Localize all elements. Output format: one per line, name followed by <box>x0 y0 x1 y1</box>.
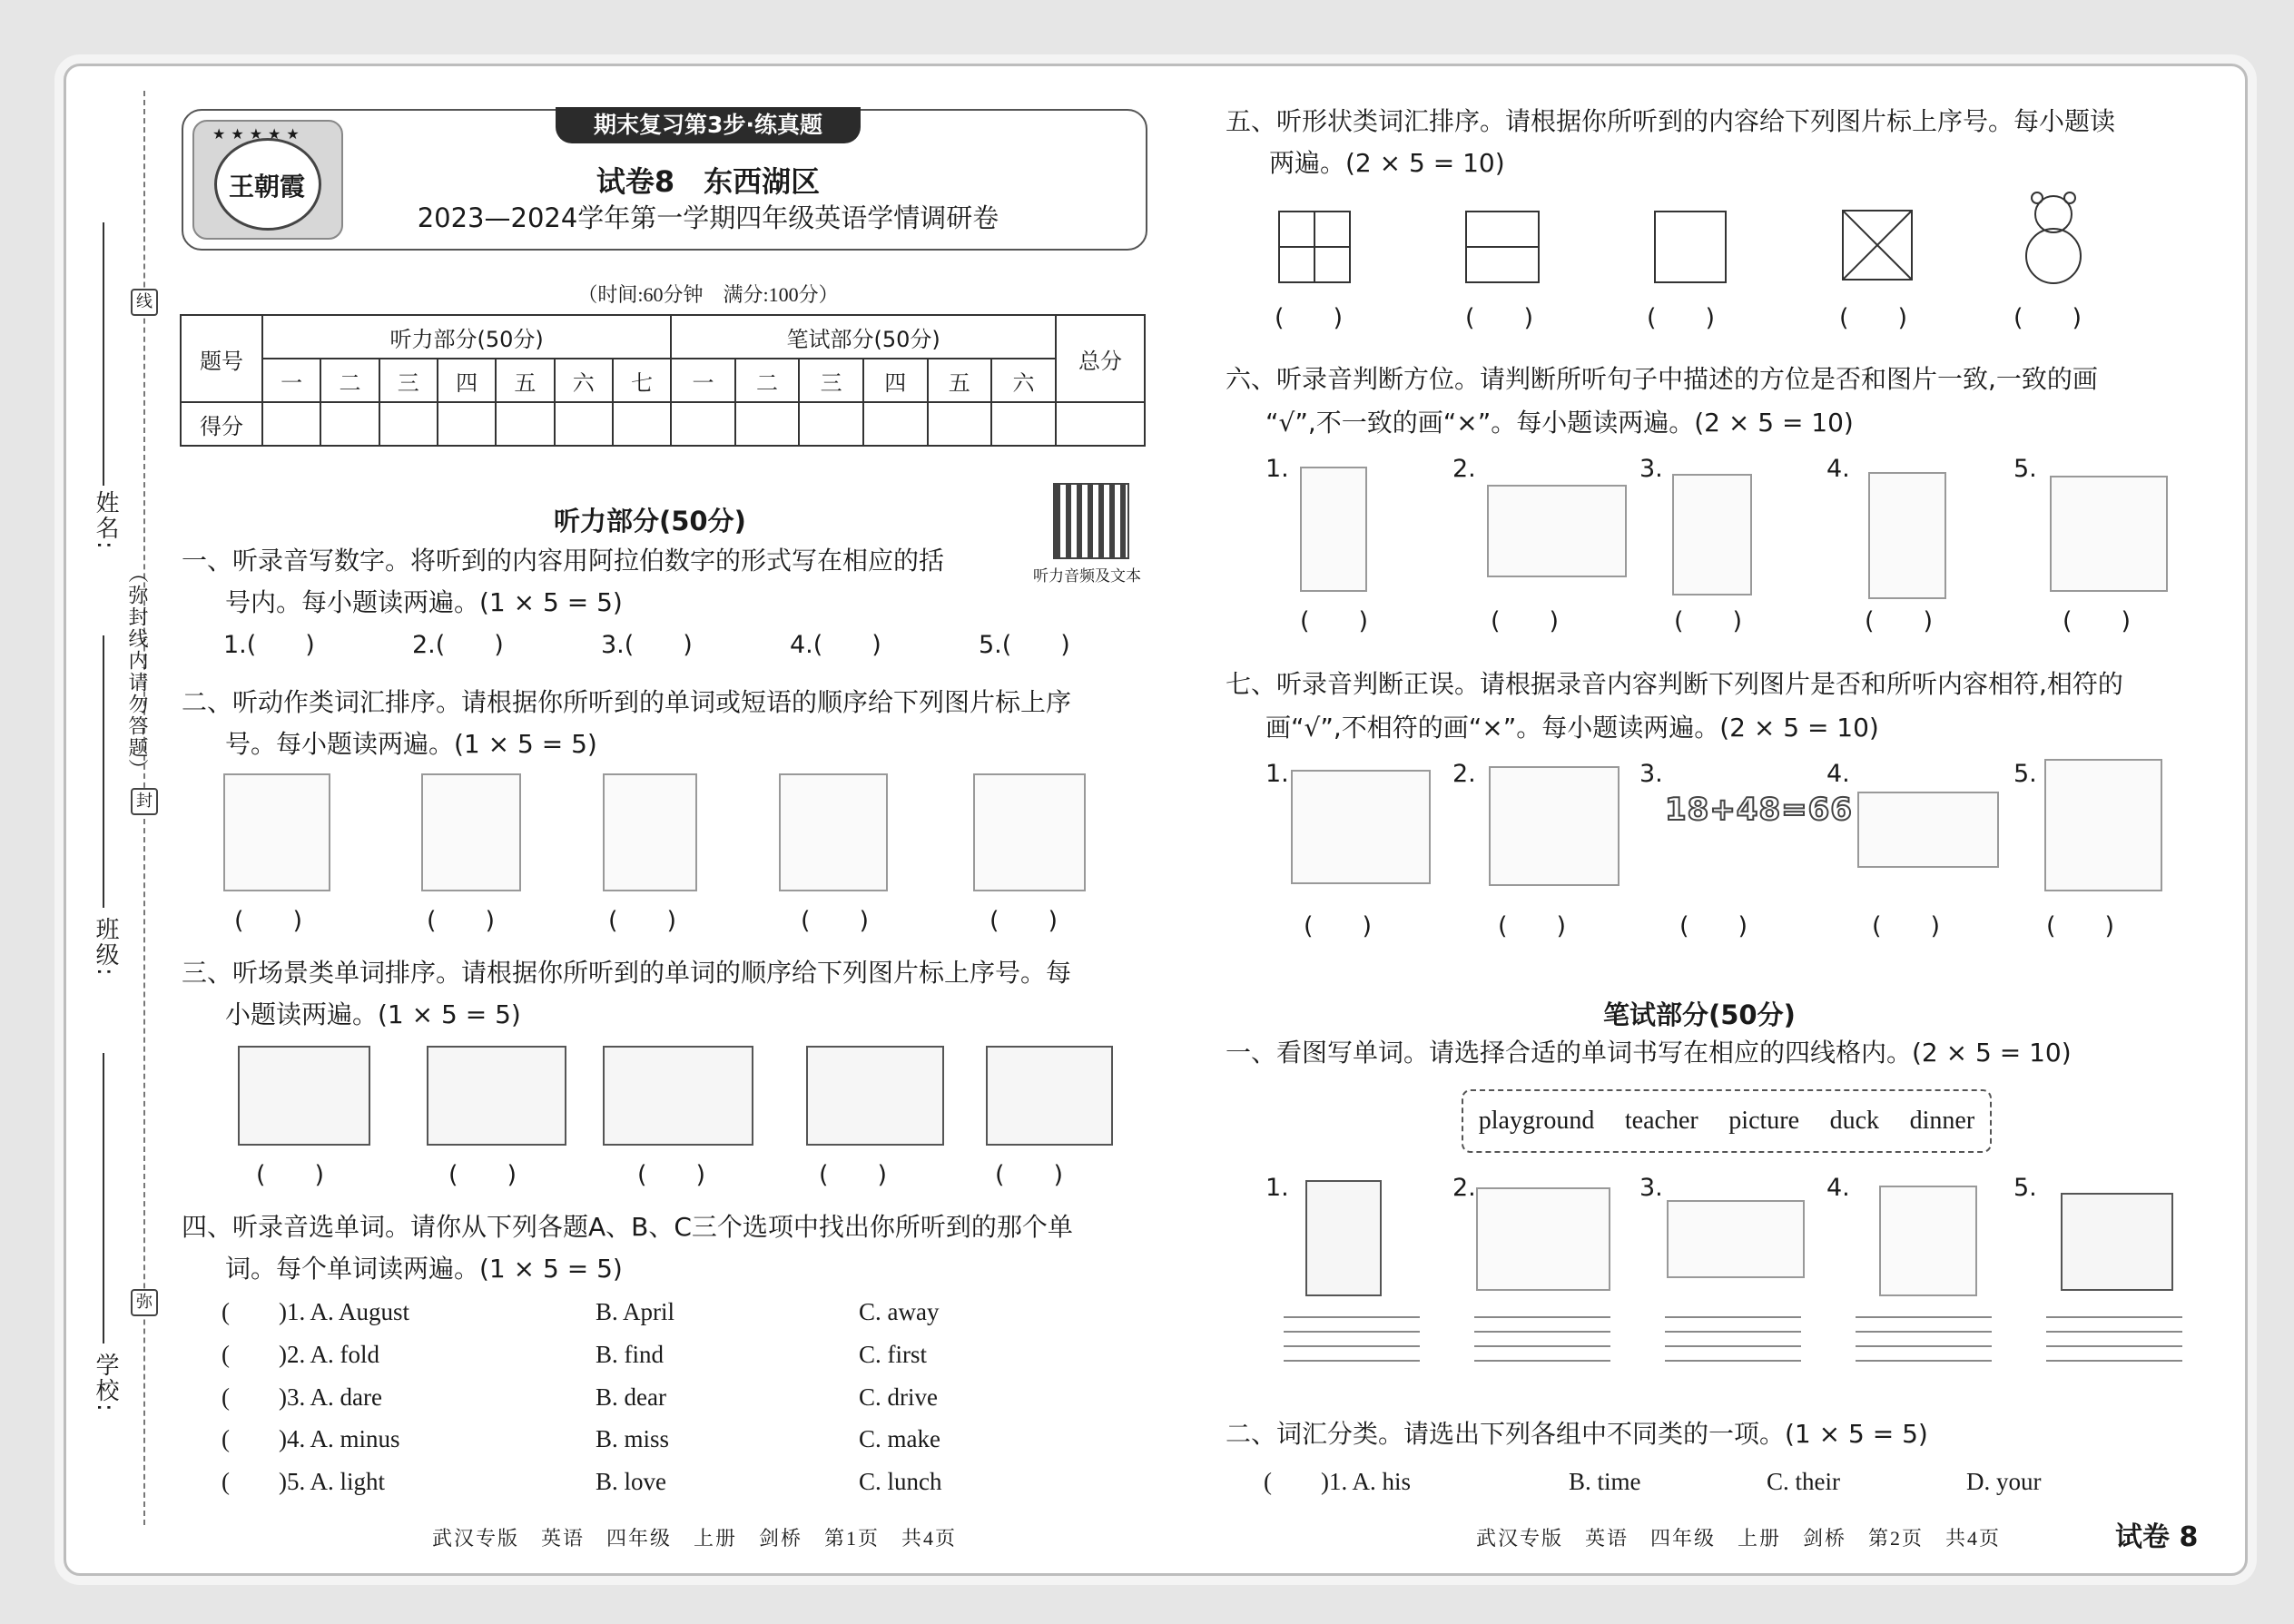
score-cell[interactable] <box>379 402 438 446</box>
q6-picture-chair-ball <box>1672 474 1752 595</box>
listening-heading: 听力部分(50分) <box>554 506 746 536</box>
w1-title: 一、看图写单词。请选择合适的单词书写在相应的四线格内。(2 × 5 = 10) <box>1226 1038 2072 1068</box>
seal-mi: 弥 <box>131 1289 158 1316</box>
q2-answer-2[interactable]: ( ) <box>427 907 496 935</box>
class-blank[interactable] <box>103 635 104 908</box>
q7-num-3: 3. <box>1639 760 1663 788</box>
q5-title-line2: 两遍。(2 × 5 = 10) <box>1269 148 1505 178</box>
score-cell[interactable] <box>555 402 613 446</box>
q2-answer-3[interactable]: ( ) <box>608 907 677 935</box>
score-num: 二 <box>320 359 379 402</box>
q4-row-4-a[interactable]: ( )4. A. minus <box>222 1425 400 1452</box>
score-cell[interactable] <box>438 402 496 446</box>
w2-title: 二、词汇分类。请选出下列各组中不同类的一项。(1 × 5 = 5) <box>1226 1419 1928 1449</box>
score-num: 五 <box>928 359 992 402</box>
logo <box>192 120 343 240</box>
q1-item-3[interactable]: 3.( ) <box>601 631 693 659</box>
w1-num-4: 4. <box>1826 1174 1850 1202</box>
w1-picture-teacher <box>1305 1180 1382 1296</box>
w1-num-5: 5. <box>2013 1174 2037 1202</box>
q2-picture-4 <box>779 773 888 891</box>
q7-answer-1[interactable]: ( ) <box>1304 912 1373 940</box>
q6-num-2: 2. <box>1452 455 1476 483</box>
q5-answer-2[interactable]: ( ) <box>1465 304 1534 332</box>
q4-row-5-b: B. love <box>596 1468 666 1495</box>
q5-answer-5[interactable]: ( ) <box>2013 304 2082 332</box>
w1-writing-lines-1[interactable] <box>1284 1316 1420 1374</box>
q1-title-line2: 号内。每小题读两遍。(1 × 5 = 5) <box>225 587 623 617</box>
q2-answer-4[interactable]: ( ) <box>801 907 870 935</box>
score-listening-head: 听力部分(50分) <box>262 315 671 359</box>
q1-title-line1: 一、听录音写数字。将听到的内容用阿拉伯数字的形式写在相应的括 <box>182 546 945 576</box>
w1-num-2: 2. <box>1452 1174 1476 1202</box>
q4-row-3-a[interactable]: ( )3. A. dare <box>222 1383 382 1411</box>
square-crossed-icon <box>1841 209 1915 283</box>
w1-writing-lines-2[interactable] <box>1474 1316 1610 1374</box>
seal-xian: 线 <box>131 289 158 316</box>
q3-answer-1[interactable]: ( ) <box>256 1161 325 1189</box>
score-table <box>180 314 1146 447</box>
word-bank-item: dinner <box>1909 1107 1975 1135</box>
q4-row-1-a[interactable]: ( )1. A. August <box>222 1298 410 1325</box>
q4-title-line2: 词。每个单词读两遍。(1 × 5 = 5) <box>225 1254 623 1284</box>
q4-row-1-c: C. away <box>859 1298 940 1325</box>
star-icon: ★★★★★ <box>212 125 305 143</box>
q2-title-line2: 号。每小题读两遍。(1 × 5 = 5) <box>225 729 597 759</box>
banner <box>556 107 861 143</box>
q2-picture-5 <box>973 773 1086 891</box>
qr-code-icon <box>1053 483 1129 559</box>
q3-answer-4[interactable]: ( ) <box>819 1161 888 1189</box>
word-bank <box>1462 1089 1992 1153</box>
q2-picture-1 <box>223 773 330 891</box>
q7-picture-family <box>2044 759 2162 891</box>
score-cell[interactable] <box>613 402 671 446</box>
q4-title-line1: 四、听录音选单词。请你从下列各题A、B、C三个选项中找出你所听到的那个单 <box>182 1212 1073 1242</box>
w1-num-3: 3. <box>1639 1174 1663 1202</box>
score-cell[interactable] <box>671 402 735 446</box>
word-bank-item: duck <box>1829 1107 1880 1135</box>
footer-right: 武汉专版 英语 四年级 上册 剑桥 第2页 共4页 <box>1476 1527 2002 1550</box>
q1-item-4[interactable]: 4.( ) <box>790 631 881 659</box>
q4-row-3-c: C. drive <box>859 1383 938 1411</box>
q7-answer-3[interactable]: ( ) <box>1679 912 1748 940</box>
circles-figure-icon <box>2017 191 2090 285</box>
name-label: 姓名: <box>92 490 119 551</box>
banner-text: 期末复习第3步·练真题 <box>594 112 822 138</box>
score-num: 一 <box>671 359 735 402</box>
w1-picture-duck <box>1879 1186 1977 1296</box>
square-quarters-icon <box>1278 211 1351 283</box>
q7-picture-crowd <box>1857 792 1999 868</box>
q7-answer-4[interactable]: ( ) <box>1872 912 1941 940</box>
w2-row-1-a[interactable]: ( )1. A. his <box>1264 1468 1411 1495</box>
q7-picture-cooking <box>1489 766 1620 886</box>
q1-item-2[interactable]: 2.( ) <box>412 631 504 659</box>
score-cell[interactable] <box>320 402 379 446</box>
word-bank-item: teacher <box>1624 1107 1698 1135</box>
q6-answer-4[interactable]: ( ) <box>1865 607 1934 635</box>
q4-row-2-c: C. first <box>859 1341 928 1368</box>
q4-row-2-b: B. find <box>596 1341 665 1368</box>
score-num: 三 <box>379 359 438 402</box>
score-num: 四 <box>438 359 496 402</box>
score-cell[interactable] <box>262 402 320 446</box>
score-num: 一 <box>262 359 320 402</box>
school-label: 学校: <box>92 1353 119 1413</box>
q6-num-5: 5. <box>2013 455 2037 483</box>
word-bank-item: picture <box>1728 1107 1800 1135</box>
q3-picture-building <box>427 1046 566 1146</box>
score-cell[interactable] <box>735 402 800 446</box>
q2-answer-1[interactable]: ( ) <box>234 907 303 935</box>
q2-picture-3 <box>603 773 697 891</box>
footer-left: 武汉专版 英语 四年级 上册 剑桥 第1页 共4页 <box>432 1527 958 1550</box>
q2-picture-2 <box>421 773 521 891</box>
q3-picture-playground <box>986 1046 1113 1146</box>
score-row-label: 得分 <box>181 402 262 446</box>
q2-title-line1: 二、听动作类词汇排序。请根据你所听到的单词或短语的顺序给下列图片标上序 <box>182 687 1072 717</box>
q1-item-5[interactable]: 5.( ) <box>979 631 1070 659</box>
score-total: 总分 <box>1056 315 1145 402</box>
score-cell[interactable] <box>1056 402 1145 446</box>
q3-answer-5[interactable]: ( ) <box>995 1161 1064 1189</box>
q6-picture-table <box>2050 476 2168 592</box>
q6-answer-2[interactable]: ( ) <box>1491 607 1560 635</box>
w1-writing-lines-3[interactable] <box>1665 1316 1801 1374</box>
q7-num-1: 1. <box>1265 760 1289 788</box>
paper-badge: 试卷 8 <box>2115 1521 2199 1553</box>
q7-num-2: 2. <box>1452 760 1476 788</box>
q6-title-line1: 六、听录音判断方位。请判断所听句子中描述的方位是否和图片一致,一致的画 <box>1226 364 2098 394</box>
q7-title-line1: 七、听录音判断正误。请根据录音内容判断下列图片是否和所听内容相符,相符的 <box>1226 669 2123 699</box>
q1-item-1[interactable]: 1.( ) <box>223 631 315 659</box>
q7-title-line2: 画“√”,不相符的画“×”。每小题读两遍。(2 × 5 = 10) <box>1265 713 1879 743</box>
w2-row-1-d: D. your <box>1966 1468 2042 1495</box>
q6-num-3: 3. <box>1639 455 1663 483</box>
q6-answer-5[interactable]: ( ) <box>2063 607 2132 635</box>
word-bank-item: playground <box>1478 1107 1595 1135</box>
q4-row-1-b: B. April <box>596 1298 675 1325</box>
q5-answer-1[interactable]: ( ) <box>1275 304 1344 332</box>
score-num: 四 <box>863 359 928 402</box>
score-cell[interactable] <box>863 402 928 446</box>
q7-num-5: 5. <box>2013 760 2037 788</box>
w2-row-1-b: B. time <box>1569 1468 1641 1495</box>
q4-row-4-b: B. miss <box>596 1425 670 1452</box>
score-cell[interactable] <box>991 402 1056 446</box>
q5-answer-4[interactable]: ( ) <box>1839 304 1908 332</box>
score-writing-head: 笔试部分(50分) <box>671 315 1056 359</box>
q3-answer-3[interactable]: ( ) <box>637 1161 706 1189</box>
divider <box>1280 246 1349 248</box>
seal-feng: 封 <box>131 788 158 815</box>
name-blank[interactable] <box>103 222 104 486</box>
score-num: 六 <box>991 359 1056 402</box>
score-num: 三 <box>799 359 863 402</box>
q3-title-line2: 小题读两遍。(1 × 5 = 5) <box>225 999 521 1029</box>
w1-writing-lines-5[interactable] <box>2046 1316 2182 1374</box>
q6-num-1: 1. <box>1265 455 1289 483</box>
score-cell[interactable] <box>799 402 863 446</box>
binding-note: （弥封线内请勿答题） <box>125 563 148 781</box>
q3-picture-canteen <box>806 1046 944 1146</box>
q6-picture-door <box>1868 472 1946 599</box>
q6-num-4: 4. <box>1826 455 1850 483</box>
q5-answer-3[interactable]: ( ) <box>1647 304 1716 332</box>
paper-title: 试卷8 东西湖区 <box>596 164 821 199</box>
q4-row-2-a[interactable]: ( )2. A. fold <box>222 1341 379 1368</box>
q3-answer-2[interactable]: ( ) <box>448 1161 517 1189</box>
logo-text: 王朝霞 <box>228 173 305 202</box>
w1-picture-picture <box>2061 1193 2173 1291</box>
w2-row-1-c: C. their <box>1767 1468 1840 1495</box>
q7-answer-2[interactable]: ( ) <box>1498 912 1567 940</box>
q2-answer-5[interactable]: ( ) <box>989 907 1058 935</box>
time-score: （时间:60分钟 满分:100分） <box>577 283 839 306</box>
q7-answer-5[interactable]: ( ) <box>2046 912 2115 940</box>
square-icon <box>1654 211 1727 283</box>
w1-num-1: 1. <box>1265 1174 1289 1202</box>
q4-row-3-b: B. dear <box>596 1383 666 1411</box>
w1-picture-dinner <box>1476 1187 1610 1291</box>
w1-picture-playground <box>1667 1200 1805 1278</box>
score-num: 六 <box>555 359 613 402</box>
school-blank[interactable] <box>103 1053 104 1343</box>
score-num: 二 <box>735 359 800 402</box>
score-cell[interactable] <box>928 402 992 446</box>
score-num: 五 <box>496 359 554 402</box>
q6-title-line2: “√”,不一致的画“×”。每小题读两遍。(2 × 5 = 10) <box>1265 408 1854 438</box>
q3-picture-stage <box>238 1046 370 1146</box>
q3-title-line1: 三、听场景类单词排序。请根据你所听到的单词的顺序给下列图片标上序号。每 <box>182 958 1072 988</box>
divider <box>1467 246 1538 248</box>
q6-answer-1[interactable]: ( ) <box>1300 607 1369 635</box>
writing-heading: 笔试部分(50分) <box>1603 999 1796 1030</box>
score-col-label: 题号 <box>181 315 262 402</box>
paper-subtitle: 2023—2024学年第一学期四年级英语学情调研卷 <box>417 202 999 233</box>
q4-row-4-c: C. make <box>859 1425 940 1452</box>
q5-title-line1: 五、听形状类词汇排序。请根据你所听到的内容给下列图片标上序号。每小题读 <box>1226 106 2116 136</box>
score-num: 七 <box>613 359 671 402</box>
q6-picture-chair <box>1300 467 1367 592</box>
q6-answer-3[interactable]: ( ) <box>1674 607 1743 635</box>
q6-picture-desk <box>1487 485 1627 577</box>
q7-picture-landscape <box>1291 770 1431 884</box>
q4-row-5-a[interactable]: ( )5. A. light <box>222 1468 385 1495</box>
q7-num-4: 4. <box>1826 760 1850 788</box>
q3-picture-classroom <box>603 1046 753 1146</box>
q4-row-5-c: C. lunch <box>859 1468 942 1495</box>
rectangle-halves-icon <box>1465 211 1540 283</box>
q7-equation: 18+48=66 <box>1665 792 1853 828</box>
w1-writing-lines-4[interactable] <box>1856 1316 1992 1374</box>
qr-caption: 听力音频及文本 <box>1033 567 1141 585</box>
class-label: 班级: <box>92 917 119 978</box>
score-cell[interactable] <box>496 402 554 446</box>
